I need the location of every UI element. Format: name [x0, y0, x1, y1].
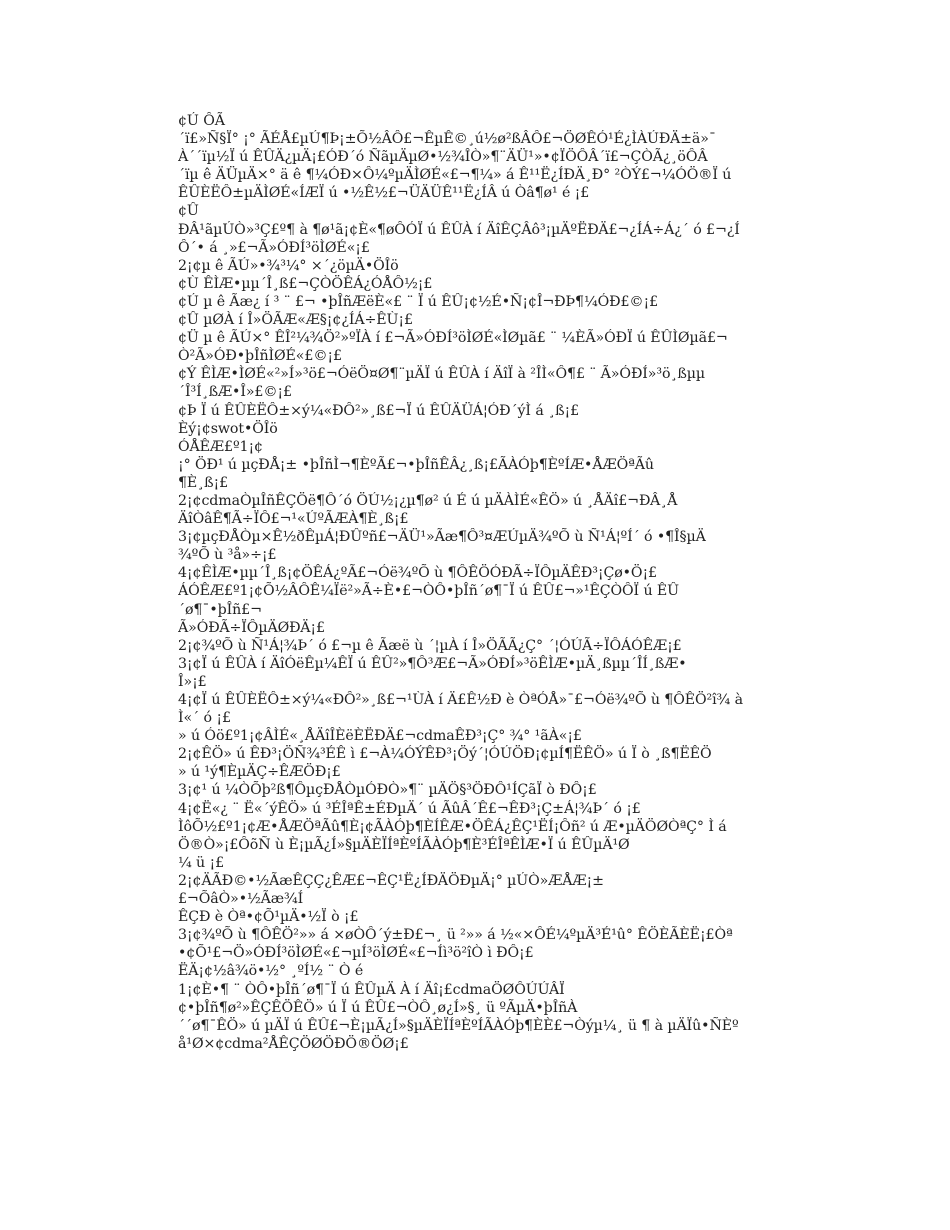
text-line: ´Î³Í¸ßÆ•Î»£©¡£: [178, 384, 292, 401]
text-line: À´´ïµ½Ï ú ÊÛÄ¿µÄ¡£ÓÐ´ó ÑãµÄµØ•½¾ÎÒ»¶¨ÄÜ¹»•¢ÏÖÔÂ´ï£¬ÇÒÃ¿¸öÔÂ: [178, 149, 708, 166]
text-line: 4¡¢ÊÌÆ•µµ´Î¸ß¡¢ÖÊÁ¿ºÃ£¬Óë¾ºÕ ù ¶ÔÊÖÓÐÃ÷ÏÔµÄÊÐ³¡Çø•Ö¡£: [178, 565, 657, 582]
text-line: ¢Ù ÊÌÆ•µµ´Î¸ß£¬ÇÒÖÊÁ¿ÓÅÔ½¡£: [178, 275, 433, 292]
text-line: Ã»ÓÐÃ÷ÏÔµÄØÐÄ¡£: [178, 619, 325, 636]
text-line: ¶È¸ß¡£: [178, 474, 229, 491]
document-page: [178, 112, 818, 1053]
text-line: ËÄ¡¢½â¾ö•½° ¸ºÍ½ ¨ Ò é: [178, 963, 364, 980]
text-line: ÄîÒâÊ¶Ã÷ÏÔ£¬¹«ÚºÃÆÀ¶È¸ß¡£: [178, 511, 409, 528]
text-line: Èý¡¢swot•ÖÎö: [178, 420, 278, 437]
text-line: ¢Û: [178, 203, 199, 220]
text-line: ´ï£»Ñ§Ï° ¡° ÃÉÅ£µÚ¶Þ¡±Õ½ÂÔ£¬ÊµÊ©¸ú½ø²ßÂÔ£¬ÖØÊÓ¹É¿ÌÀÚÐÄ±ä»¯: [178, 131, 716, 148]
text-line: 3¡¢¾ºÕ ù ¶ÔÊÖ²»» á ×øÒÔ´ý±Ð£¬¸ ü ²»» á ½«×ÔÉ¼ºµÄ³É¹û° ÊÖÈÃÈË¡£Òª: [178, 927, 733, 944]
text-line: 4¡¢Ë«¿ ¨ Ë«´ýÊÖ» ú ³ÉÎªÊ±ÉÐµÄ´ ú ÃûÂ´Ê£¬ÊÐ³¡Ç±Á¦¾Þ´ ó ¡£: [178, 800, 641, 817]
text-line: » ú Óö£º1¡¢ÂÌÉ«¸ÅÄîÎÈëÈËÐÄ£¬cdmaÊÐ³¡Ç° ¾° ¹ãÀ«¡£: [178, 728, 582, 745]
text-line: å¹Ø×¢cdma²ÅÊÇÖØÖÐÖ®ÖØ¡£: [178, 1035, 409, 1052]
text-line: £¬ÕâÒ»•½Ãæ¾Í: [178, 891, 304, 908]
text-line: 3¡¢Ï ú ÊÛÀ í ÄîÓëÊµ¼ÊÏ ú ÊÛ²»¶Ô³Æ£¬Ã»ÓÐÍ»³öÊÌÆ•µÄ¸ßµµ´ÎÍ¸ßÆ•: [178, 655, 687, 672]
text-line: 3¡¢¹ ú ¼ÒÕþ²ß¶ÔµçÐÅÒµÓÐÒ»¶¨ µÄÖ§³ÖÐÔ¹ÍÇãÏ ò ÐÔ¡£: [178, 782, 597, 799]
text-line: » ú ¹ý¶ÈµÄÇ÷ÊÆÖÐ¡£: [178, 764, 341, 781]
text-line: ¾ºÕ ù ³å»÷¡£: [178, 547, 277, 564]
text-line: 2¡¢cdmaÒµÎñÊÇÖë¶Ô´ó ÖÚ½¡¿µ¶ø² ú É ú µÄÀÌÉ«ÊÖ» ú ¸ÅÄî£¬ÐÂ¸Å: [178, 492, 678, 509]
text-line: •¢Õ¹£¬Ö»ÓÐÍ³öÌØÉ«£¬µÍ³öÌØÉ«£¬Íì³ö²îÒ ì ÐÔ¡£: [178, 945, 534, 962]
text-line: Ì«´ ó ¡£: [178, 710, 231, 727]
text-line: ¢Ü µ ê ÃÚ×° ÊÎ²¼¾Ö²»ºÏÀ í £¬Ã»ÓÐÍ³öÌØÉ«ÌØµã£ ¨ ¼ÈÃ»ÓÐÏ ú ÊÛÌØµã£¬: [178, 330, 728, 347]
text-line: 2¡¢ÊÖ» ú ÊÐ³¡ÖÑ¾³ÉÊ ì £¬À¼ÓÝÊÐ³¡Öý´¦ÓÚÖÐ¡¢µÍ¶ËÊÖ» ú Ï ò ¸ß¶ËÊÖ: [178, 746, 712, 763]
text-line: ´ïµ ê ÄÜµÄ×° ä ê ¶¼ÓÐ×Ô¼ºµÄÌØÉ«£¬¶¼» á Ê¹¹Ë¿ÍÐÄ¸Ð° ²ÒÝ£¬¼ÓÖ®Ï ú: [178, 167, 732, 184]
text-line: ÊÛÈËÔ±µÄÌØÉ«ÍÆÏ ú •½Ê½£¬ÜÄÜÊ¹¹Ë¿ÍÂ ú Òâ¶ø¹ é ¡£: [178, 185, 590, 202]
text-line: ÐÂ¹ãµÚÒ»³Ç£º¶ à ¶ø¹ã¡¢È«¶øÔÓÏ ú ÊÛÀ í ÄîÊÇÂô³¡µÄºËÐÄ£¬¿ÍÁ÷Á¿´ ó £¬¿Í: [178, 221, 740, 238]
text-line: ÓÅÊÆ£º1¡¢: [178, 438, 263, 455]
text-line: 2¡¢¾ºÕ ù Ñ¹Á¦¾Þ´ ó £¬µ ê Ãæë ù ´¦µÀ í Î»ÖÃÃ¿Ç° ´¦ÓÚÃ÷ÏÔÁÓÊÆ¡£: [178, 637, 682, 654]
text-line: ¢Ú µ ê Ãæ¿ í ³ ¨ £¬ •þÎñÆëÈ«£ ¨ Ï ú ÊÛ¡¢½É•Ñ¡¢Î¬ÐÞ¶¼ÓÐ£©¡£: [178, 293, 659, 310]
text-line: 3¡¢µçÐÅÒµ×Ê½ðÊµÁ¦ÐÛºñ£¬ÄÜ¹»Ãæ¶Ô³¤ÆÚµÄ¾ºÕ ù Ñ¹Á¦ºÍ´ ó •¶Î§µÄ: [178, 529, 706, 546]
text-line: ÁÓÊÆ£º1¡¢Õ½ÂÔÊ¼Ïë²»Ã÷È•£¬ÒÔ•þÎñ´ø¶¯Ï ú ÊÛ£¬»¹ÊÇÒÔÏ ú ÊÛ: [178, 583, 680, 600]
text-line: ¢•þÎñ¶ø²»ÊÇÊÖÊÖ» ú Ï ú ÊÛ£¬ÒÔ¸ø¿Í»§¸ ü ºÃµÄ•þÎñÀ: [178, 999, 578, 1016]
text-line: 4¡¢Ï ú ÊÛÈËÔ±×ý¼«ÐÔ²»¸ß£¬¹ÙÀ í Ä£Ê½Ð è ÒªÓÅ»¯£¬Óë¾ºÕ ù ¶ÔÊÖ²î¾ à: [178, 692, 743, 708]
text-line: 2¡¢ÄÃÐ©•½ÃæÊÇÇ¿ÊÆ£¬ÊÇ¹Ë¿ÍÐÄÖÐµÄ¡° µÚÒ»ÆÅÆ¡±: [178, 872, 604, 889]
text-line: ¢Ú ÔÃ: [178, 113, 225, 129]
text-line: Ô´• á ¸»£¬Ã»ÓÐÍ³öÌØÉ«¡£: [178, 239, 370, 256]
text-line: ¼ ü ¡£: [178, 854, 225, 871]
text-line: ¢Ý ÊÌÆ•ÌØÉ«²»Í»³ö£¬ÓëÖ¤Ø¶¨µÄÏ ú ÊÛÀ í ÄîÏ à ²ÎÌ«Ô¶£ ¨ Ã»ÓÐÍ»³ö¸ßµµ: [178, 366, 706, 383]
text-line: ¡° ÖÐ¹ ú µçÐÅ¡± •þÎñÌ¬¶ÈºÃ£¬•þÎñÊÂ¿¸ß¡£ÃÀÓþ¶ÈºÍÆ•ÅÆÖªÃû: [178, 456, 654, 473]
text-line: ¢Û µØÀ í Î»ÖÃÆ«Æ§¡¢¿ÍÁ÷ÊÙ¡£: [178, 312, 413, 329]
text-line: Î»¡£: [178, 673, 207, 690]
text-line: ´ø¶¯•þÎñ£¬: [178, 601, 262, 618]
text-line: Ö®Ò»¡£ÔõÑ ù È¡µÃ¿Í»§µÄÈÏÍªÈºÍÃÀÓþ¶È³ÉÎªÊÌÆ•Ï ú ÊÛµÄ¹Ø: [178, 836, 630, 853]
text-line: ÊÇÐ è Òª•¢Õ¹µÄ•½Ï ò ¡£: [178, 909, 359, 926]
text-line: 1¡¢È•¶ ¨ ÒÔ•þÎñ´ø¶¯Ï ú ÊÛµÄ À í Äî¡£cdmaÖØÔÚÚÂÏ: [178, 981, 565, 998]
text-line: ÌôÕ½£º1¡¢Æ•ÅÆÖªÃû¶È¡¢ÃÀÓþ¶ÈÍÊÆ•ÖÊÁ¿ÊÇ¹ËÍ¡Ôñ² ú Æ•µÄÖØÒªÇ° Ì á: [178, 818, 727, 835]
text-line: Ò²Ã»ÓÐ•þÎñÌØÉ«£©¡£: [178, 348, 342, 365]
text-line: ¢Þ Ï ú ÊÛÈËÔ±×ý¼«ÐÔ²»¸ß£¬Ï ú ÊÛÄÜÁ¦ÓÐ´ýÌ á ¸ß¡£: [178, 402, 580, 419]
text-line: ´´ø¶¯ÊÖ» ú µÄÏ ú ÊÛ£¬È¡µÃ¿Í»§µÄÈÏÍªÈºÍÃÀÓþ¶ÈÈ£¬Òýµ¼¸ ü ¶ à µÄÏû•ÑÈº: [178, 1017, 739, 1034]
text-line: 2¡¢µ ê ÃÚ»•¾³¼° ×´¿öµÄ•ÖÎö: [178, 257, 399, 274]
